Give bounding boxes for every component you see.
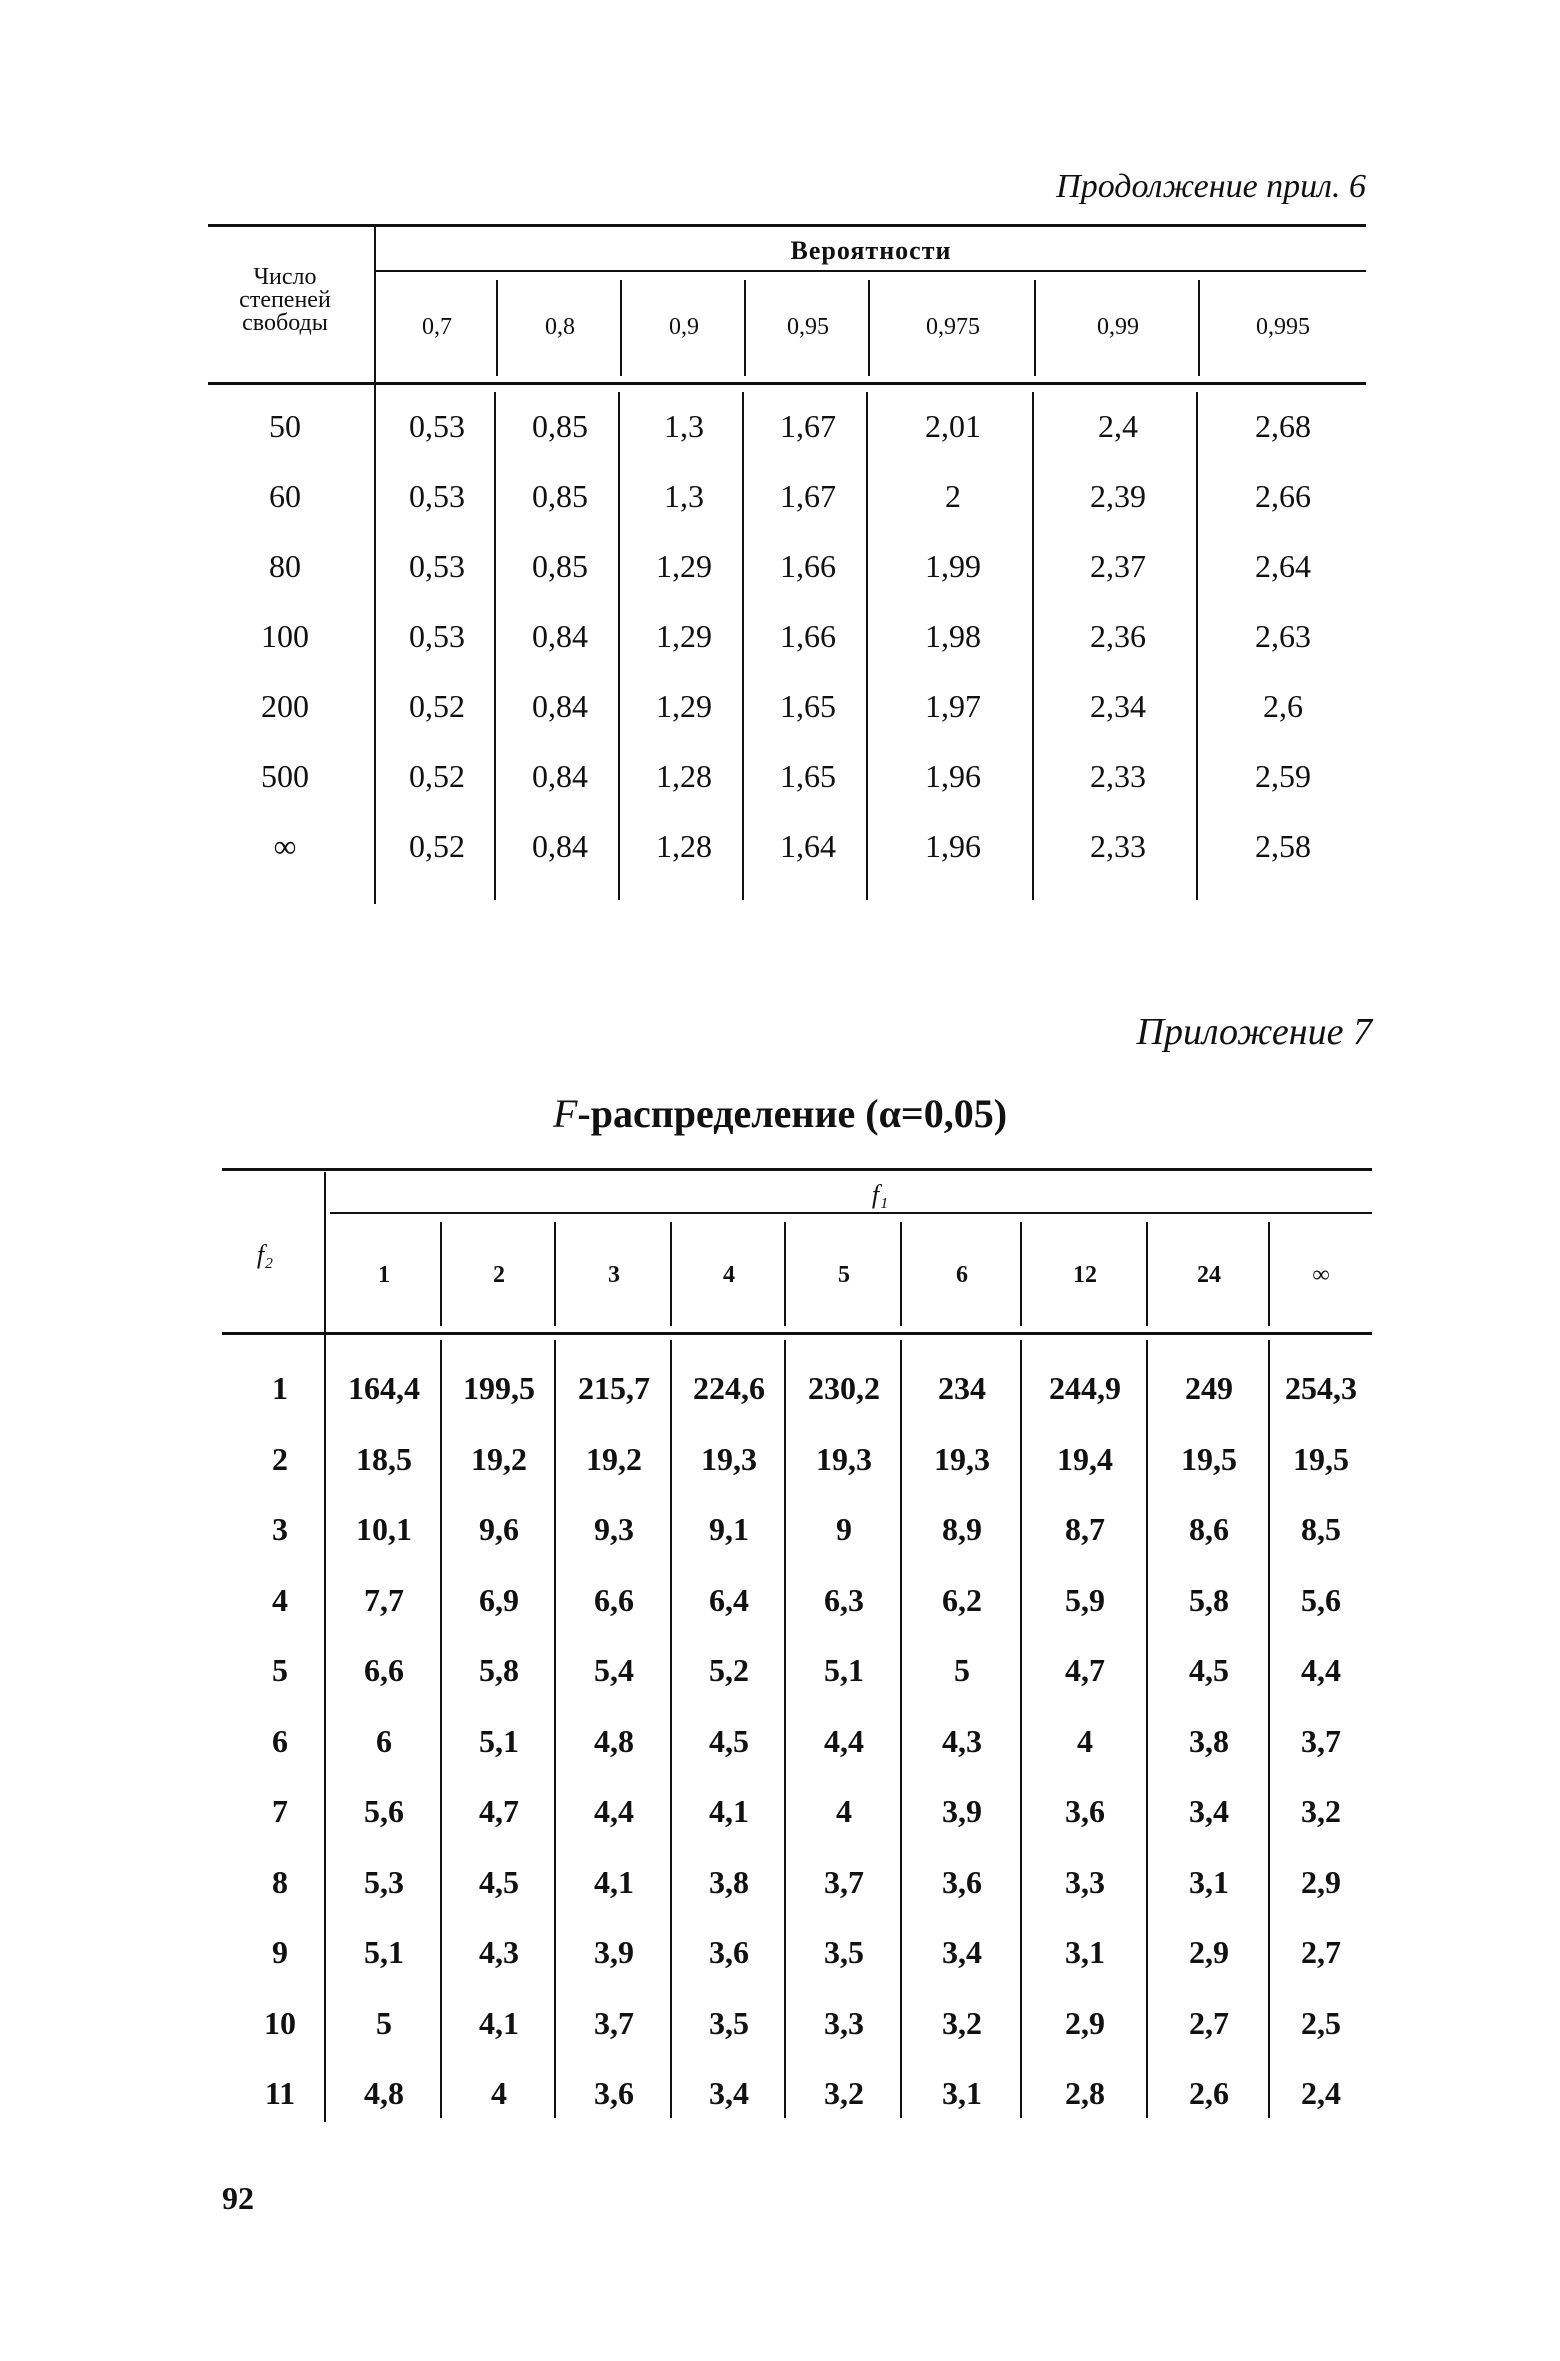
table-cell: 2,9 bbox=[1189, 1934, 1229, 1970]
table-cell: 4,1 bbox=[594, 1864, 634, 1900]
table-cell: 1,99 bbox=[925, 548, 981, 584]
appendix-label: Приложение 7 bbox=[1136, 1011, 1372, 1053]
group-header: Вероятности bbox=[790, 236, 952, 265]
table-cell: 5,8 bbox=[479, 1652, 519, 1688]
table-cell: 4 bbox=[1077, 1723, 1093, 1759]
table-cell: 3,5 bbox=[709, 2005, 749, 2041]
row-label: 100 bbox=[261, 618, 309, 654]
table-cell: 3,2 bbox=[1301, 1793, 1341, 1829]
table-cell: 7,7 bbox=[364, 1582, 404, 1618]
table-cell: 1,3 bbox=[664, 408, 704, 444]
table-cell: 3,4 bbox=[709, 2075, 749, 2111]
table-cell: 1,98 bbox=[925, 618, 981, 654]
table-cell: 0,52 bbox=[409, 828, 465, 864]
table-cell: 8,6 bbox=[1189, 1511, 1229, 1547]
column-header: 3 bbox=[608, 1262, 620, 1288]
title-variable: F bbox=[552, 1091, 578, 1136]
table-cell: 4,1 bbox=[479, 2005, 519, 2041]
column-header: 24 bbox=[1197, 1262, 1221, 1288]
table-cell: 2,58 bbox=[1255, 828, 1311, 864]
table-cell: 6 bbox=[376, 1723, 392, 1759]
table-cell: 0,85 bbox=[532, 478, 588, 514]
row-label: 9 bbox=[272, 1934, 288, 1970]
table-cell: 4,3 bbox=[942, 1723, 982, 1759]
table-cell: 4,1 bbox=[709, 1793, 749, 1829]
table-cell: 2 bbox=[945, 478, 961, 514]
stub-header-line: степеней bbox=[239, 287, 331, 313]
table-cell: 0,53 bbox=[409, 478, 465, 514]
table-cell: 5,6 bbox=[364, 1793, 404, 1829]
table-cell: 3,8 bbox=[1189, 1723, 1229, 1759]
table-cell: 5 bbox=[376, 2005, 392, 2041]
column-header: 0,975 bbox=[926, 314, 980, 340]
table-title bbox=[380, 1090, 1180, 1137]
table-cell: 9,1 bbox=[709, 1511, 749, 1547]
row-label: 60 bbox=[269, 478, 301, 514]
stub-header-line: Число bbox=[253, 264, 317, 290]
table-cell: 1,3 bbox=[664, 478, 704, 514]
table-cell: 234 bbox=[938, 1370, 986, 1406]
table-cell: 0,52 bbox=[409, 758, 465, 794]
stub-header bbox=[205, 266, 365, 335]
row-label: 6 bbox=[272, 1723, 288, 1759]
table-cell: 5,3 bbox=[364, 1864, 404, 1900]
table-cell: 3,7 bbox=[594, 2005, 634, 2041]
table-cell: 0,53 bbox=[409, 548, 465, 584]
row-label: 8 bbox=[272, 1864, 288, 1900]
table-cell: 2,6 bbox=[1189, 2075, 1229, 2111]
table-cell: 2,59 bbox=[1255, 758, 1311, 794]
table-cell: 0,53 bbox=[409, 618, 465, 654]
table-cell: 3,7 bbox=[1301, 1723, 1341, 1759]
table-cell: 3,9 bbox=[942, 1793, 982, 1829]
table-cell: 2,33 bbox=[1090, 758, 1146, 794]
table-cell: 1,66 bbox=[780, 548, 836, 584]
table-cell: 8,7 bbox=[1065, 1511, 1105, 1547]
table-cell: 4,4 bbox=[824, 1723, 864, 1759]
table-cell: 8,5 bbox=[1301, 1511, 1341, 1547]
table-cell: 4,5 bbox=[709, 1723, 749, 1759]
table-cell: 1,28 bbox=[656, 828, 712, 864]
table-cell: 2,9 bbox=[1301, 1864, 1341, 1900]
table-cell: 0,84 bbox=[532, 618, 588, 654]
table-cell: 1,67 bbox=[780, 478, 836, 514]
table-cell: 19,3 bbox=[934, 1441, 990, 1477]
table-cell: 6,3 bbox=[824, 1582, 864, 1618]
table-cell: 2,4 bbox=[1301, 2075, 1341, 2111]
row-label: 2 bbox=[272, 1441, 288, 1477]
table-cell: 1,28 bbox=[656, 758, 712, 794]
table-cell: 4,5 bbox=[1189, 1652, 1229, 1688]
table-cell: 3,2 bbox=[824, 2075, 864, 2111]
row-label: 4 bbox=[272, 1582, 288, 1618]
column-header: 6 bbox=[956, 1262, 968, 1288]
table-cell: 244,9 bbox=[1049, 1370, 1121, 1406]
column-header: 0,7 bbox=[422, 314, 452, 340]
column-header: ∞ bbox=[1312, 1262, 1330, 1288]
table-cell: 19,5 bbox=[1181, 1441, 1237, 1477]
table-cell: 3,1 bbox=[1065, 1934, 1105, 1970]
stub-header-line: свободы bbox=[242, 310, 328, 336]
table-cell: 3,6 bbox=[594, 2075, 634, 2111]
table-cell: 249 bbox=[1185, 1370, 1233, 1406]
table-cell: 2,66 bbox=[1255, 478, 1311, 514]
table-cell: 230,2 bbox=[808, 1370, 880, 1406]
table-cell: 5,6 bbox=[1301, 1582, 1341, 1618]
column-header: 0,8 bbox=[545, 314, 575, 340]
table-cell: 4,7 bbox=[1065, 1652, 1105, 1688]
table-cell: 4,4 bbox=[1301, 1652, 1341, 1688]
table-cell: 2,68 bbox=[1255, 408, 1311, 444]
table-cell: 4 bbox=[491, 2075, 507, 2111]
table-cell: 4,7 bbox=[479, 1793, 519, 1829]
table-cell: 2,6 bbox=[1263, 688, 1303, 724]
table-cell: 3,3 bbox=[824, 2005, 864, 2041]
table-cell: 2,5 bbox=[1301, 2005, 1341, 2041]
table-cell: 19,3 bbox=[701, 1441, 757, 1477]
column-header: 4 bbox=[723, 1262, 735, 1288]
table-cell: 5,1 bbox=[479, 1723, 519, 1759]
row-label: 50 bbox=[269, 408, 301, 444]
table-cell: 3,6 bbox=[709, 1934, 749, 1970]
table-cell: 3,3 bbox=[1065, 1864, 1105, 1900]
table-cell: 18,5 bbox=[356, 1441, 412, 1477]
table-cell: 2,64 bbox=[1255, 548, 1311, 584]
table-cell: 254,3 bbox=[1285, 1370, 1357, 1406]
table-cell: 3,7 bbox=[824, 1864, 864, 1900]
table-cell: 19,5 bbox=[1293, 1441, 1349, 1477]
table-cell: 2,63 bbox=[1255, 618, 1311, 654]
column-header: 0,9 bbox=[669, 314, 699, 340]
table-cell: 0,52 bbox=[409, 688, 465, 724]
row-label: 500 bbox=[261, 758, 309, 794]
table-cell: 8,9 bbox=[942, 1511, 982, 1547]
table-cell: 1,65 bbox=[780, 758, 836, 794]
table-cell: 3,5 bbox=[824, 1934, 864, 1970]
table-cell: 9 bbox=[836, 1511, 852, 1547]
table-cell: 3,4 bbox=[1189, 1793, 1229, 1829]
row-label: 1 bbox=[272, 1370, 288, 1406]
table-cell: 4,8 bbox=[364, 2075, 404, 2111]
table-cell: 1,29 bbox=[656, 688, 712, 724]
table-cell: 4,3 bbox=[479, 1934, 519, 1970]
column-header: 0,99 bbox=[1097, 314, 1139, 340]
table-cell: 4 bbox=[836, 1793, 852, 1829]
row-label: 3 bbox=[272, 1511, 288, 1547]
table-cell: 2,7 bbox=[1189, 2005, 1229, 2041]
table-cell: 5,9 bbox=[1065, 1582, 1105, 1618]
table-cell: 1,97 bbox=[925, 688, 981, 724]
column-header: 0,95 bbox=[787, 314, 829, 340]
header-rule bbox=[222, 1332, 1372, 1335]
row-label: 11 bbox=[264, 2075, 296, 2111]
table-cell: 3,9 bbox=[594, 1934, 634, 1970]
table-cell: 2,37 bbox=[1090, 548, 1146, 584]
table-cell: 5,2 bbox=[709, 1652, 749, 1688]
table-cell: 3,8 bbox=[709, 1864, 749, 1900]
continuation-caption: Продолжение прил. 6 bbox=[1056, 168, 1366, 205]
top-rule bbox=[222, 1168, 1372, 1171]
header-rule bbox=[208, 382, 1366, 385]
row-label: 7 bbox=[272, 1793, 288, 1829]
column-header: 0,995 bbox=[1256, 314, 1310, 340]
table-cell: 224,6 bbox=[693, 1370, 765, 1406]
table-cell: 9,3 bbox=[594, 1511, 634, 1547]
row-label: 200 bbox=[261, 688, 309, 724]
table-cell: 2,4 bbox=[1098, 408, 1138, 444]
table-cell: 2,01 bbox=[925, 408, 981, 444]
row-label: 80 bbox=[269, 548, 301, 584]
table-cell: 0,53 bbox=[409, 408, 465, 444]
table-cell: 164,4 bbox=[348, 1370, 420, 1406]
table-cell: 3,1 bbox=[942, 2075, 982, 2111]
table-cell: 5,1 bbox=[824, 1652, 864, 1688]
table-cell: 2,33 bbox=[1090, 828, 1146, 864]
table-cell: 3,1 bbox=[1189, 1864, 1229, 1900]
table-cell: 6,6 bbox=[594, 1582, 634, 1618]
table-cell: 2,7 bbox=[1301, 1934, 1341, 1970]
column-header: 2 bbox=[493, 1262, 505, 1288]
table-cell: 4,8 bbox=[594, 1723, 634, 1759]
top-rule bbox=[208, 224, 1366, 227]
table-cell: 5 bbox=[954, 1652, 970, 1688]
table-cell: 2,34 bbox=[1090, 688, 1146, 724]
table-cell: 6,2 bbox=[942, 1582, 982, 1618]
column-header: 1 bbox=[378, 1262, 390, 1288]
table-cell: 2,9 bbox=[1065, 2005, 1105, 2041]
table-cell: 215,7 bbox=[578, 1370, 650, 1406]
table-cell: 5,8 bbox=[1189, 1582, 1229, 1618]
table-cell: 1,29 bbox=[656, 618, 712, 654]
column-header: 12 bbox=[1073, 1262, 1097, 1288]
table-cell: 0,84 bbox=[532, 828, 588, 864]
group-header: f₁ bbox=[871, 1180, 889, 1209]
table-cell: 6,4 bbox=[709, 1582, 749, 1618]
table-cell: 6,9 bbox=[479, 1582, 519, 1618]
table-cell: 1,66 bbox=[780, 618, 836, 654]
table-cell: 9,6 bbox=[479, 1511, 519, 1547]
table-cell: 2,39 bbox=[1090, 478, 1146, 514]
table-cell: 6,6 bbox=[364, 1652, 404, 1688]
group-rule bbox=[330, 1212, 1372, 1214]
column-header: 5 bbox=[838, 1262, 850, 1288]
table-cell: 1,96 bbox=[925, 828, 981, 864]
table-cell: 1,65 bbox=[780, 688, 836, 724]
title-text: -распределение (α=0,05) bbox=[577, 1091, 1008, 1136]
table-cell: 2,36 bbox=[1090, 618, 1146, 654]
table-cell: 1,29 bbox=[656, 548, 712, 584]
stub-header: f₂ bbox=[256, 1240, 274, 1269]
table-cell: 3,4 bbox=[942, 1934, 982, 1970]
table-cell: 1,64 bbox=[780, 828, 836, 864]
row-label: ∞ bbox=[273, 828, 297, 864]
row-label: 5 bbox=[272, 1652, 288, 1688]
table-cell: 19,3 bbox=[816, 1441, 872, 1477]
table-cell: 10,1 bbox=[356, 1511, 412, 1547]
table-cell: 199,5 bbox=[463, 1370, 535, 1406]
table-cell: 1,67 bbox=[780, 408, 836, 444]
table-cell: 19,2 bbox=[471, 1441, 527, 1477]
group-rule bbox=[376, 270, 1366, 272]
table-cell: 5,1 bbox=[364, 1934, 404, 1970]
stub-divider bbox=[324, 1172, 326, 2122]
table-cell: 0,84 bbox=[532, 758, 588, 794]
table-cell: 3,2 bbox=[942, 2005, 982, 2041]
table-cell: 5,4 bbox=[594, 1652, 634, 1688]
table-cell: 19,4 bbox=[1057, 1441, 1113, 1477]
page-number: 92 bbox=[222, 2180, 254, 2216]
table-cell: 19,2 bbox=[586, 1441, 642, 1477]
table-cell: 0,84 bbox=[532, 688, 588, 724]
table-cell: 1,96 bbox=[925, 758, 981, 794]
table-cell: 3,6 bbox=[1065, 1793, 1105, 1829]
table-cell: 3,6 bbox=[942, 1864, 982, 1900]
table-cell: 0,85 bbox=[532, 408, 588, 444]
table-cell: 4,4 bbox=[594, 1793, 634, 1829]
row-label: 10 bbox=[264, 2005, 296, 2041]
table-cell: 2,8 bbox=[1065, 2075, 1105, 2111]
table-cell: 4,5 bbox=[479, 1864, 519, 1900]
table-cell: 0,85 bbox=[532, 548, 588, 584]
